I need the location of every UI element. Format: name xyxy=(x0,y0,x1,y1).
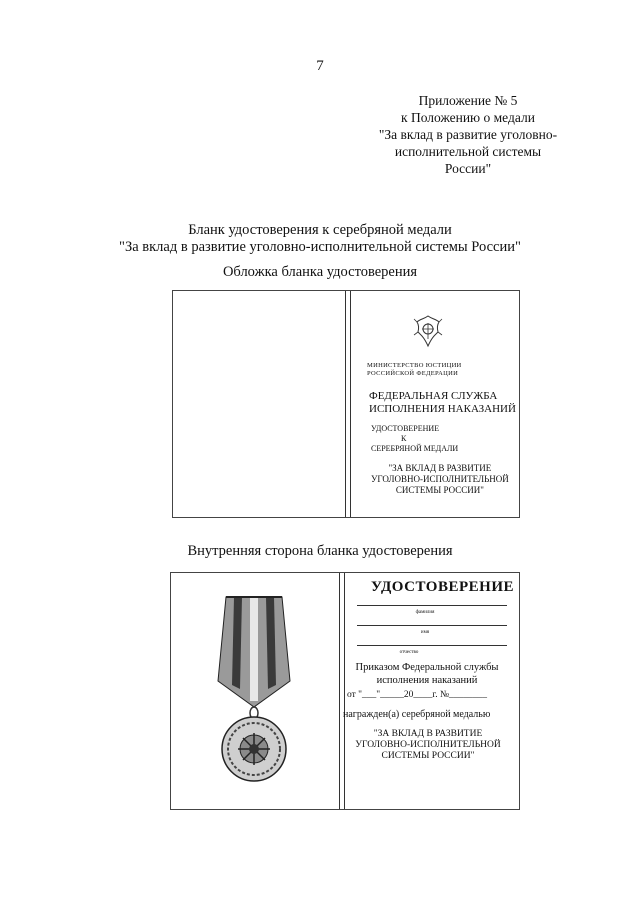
inner-medal-name xyxy=(353,729,503,762)
surname-label: фамилия xyxy=(415,610,435,615)
medal-image xyxy=(204,589,304,789)
name-field[interactable] xyxy=(357,625,507,626)
ministry-line: РОССИЙСКОЙ ФЕДЕРАЦИИ xyxy=(367,370,459,377)
cover-cert-line: УДОСТОВЕРЕНИЕ xyxy=(371,424,440,433)
cover-medal-line: "ЗА ВКЛАД В РАЗВИТИЕ xyxy=(388,463,492,473)
coat-of-arms-icon xyxy=(413,313,443,349)
appendix-note xyxy=(348,92,588,177)
appendix-line: России" xyxy=(444,161,492,176)
order-date-line: от "___"_____20____г. №________ xyxy=(347,690,488,700)
inner-medal-line: СИСТЕМЫ РОССИИ" xyxy=(381,751,475,761)
appendix-line: к Положению о медали xyxy=(401,110,535,125)
appendix-line: исполнительной системы xyxy=(394,144,542,159)
patronymic-field[interactable] xyxy=(357,645,507,646)
cover-medal-line: СИСТЕМЫ РОССИИ" xyxy=(395,485,484,495)
page-number: 7 xyxy=(316,58,324,74)
inner-medal-line: УГОЛОВНО-ИСПОЛНИТЕЛЬНОЙ xyxy=(355,740,501,750)
title-line-1: Бланк удостоверения к серебряной медали xyxy=(188,222,452,238)
surname-field[interactable] xyxy=(357,605,507,606)
order-line: Приказом Федеральной службы xyxy=(355,662,499,673)
inner-blank xyxy=(170,572,520,810)
title-line-2: "За вклад в развитие уголовно-исполнительной системы России" xyxy=(119,239,521,255)
document-title xyxy=(0,222,640,256)
ministry-name xyxy=(367,362,462,378)
order-line: исполнения наказаний xyxy=(376,675,478,686)
cover-cert-line: СЕРЕБРЯНОЙ МЕДАЛИ xyxy=(371,444,459,453)
service-line: ИСПОЛНЕНИЯ НАКАЗАНИЙ xyxy=(369,403,516,415)
appendix-line: "За вклад в развитие уголовно- xyxy=(378,127,558,142)
inner-fold-line xyxy=(339,573,345,809)
inner-medal-line: "ЗА ВКЛАД В РАЗВИТИЕ xyxy=(373,729,483,739)
cover-caption: Обложка бланка удостоверения xyxy=(222,264,418,280)
certificate-heading: УДОСТОВЕРЕНИЕ xyxy=(371,579,514,595)
service-name xyxy=(369,390,516,416)
cover-cert-line: К xyxy=(401,434,407,443)
cover-certificate-label xyxy=(371,424,458,454)
order-reference xyxy=(347,661,507,687)
appendix-line: Приложение № 5 xyxy=(418,93,518,108)
inner-caption: Внутренняя сторона бланка удостоверения xyxy=(187,543,453,559)
name-label: имя xyxy=(420,630,430,635)
patronymic-label: отчество xyxy=(399,650,419,655)
service-line: ФЕДЕРАЛЬНАЯ СЛУЖБА xyxy=(369,390,498,402)
cover-medal-name xyxy=(371,463,509,496)
awarded-text: награжден(а) серебряной медалью xyxy=(343,709,491,720)
cover-medal-line: УГОЛОВНО-ИСПОЛНИТЕЛЬНОЙ xyxy=(371,474,509,484)
ministry-line: МИНИСТЕРСТВО ЮСТИЦИИ xyxy=(367,362,462,369)
cover-blank xyxy=(172,290,520,518)
cover-fold-line xyxy=(345,291,351,517)
